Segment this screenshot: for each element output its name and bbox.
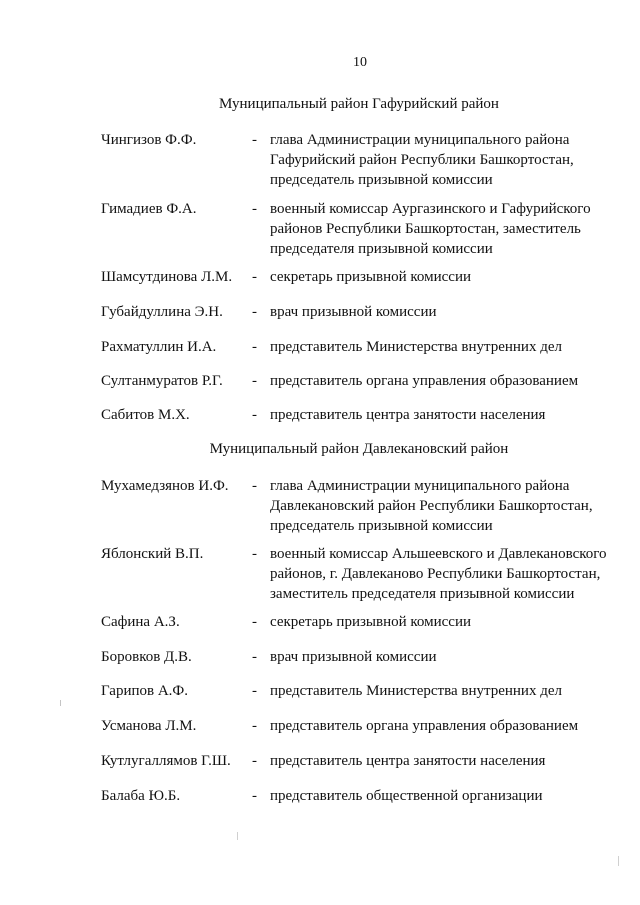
member-name: Кутлугаллямов Г.Ш. (101, 753, 231, 769)
dash: - (252, 407, 257, 423)
dash: - (252, 373, 257, 389)
member-role (270, 337, 615, 357)
dash: - (252, 478, 257, 494)
role-line: председатель призывной комиссии (270, 518, 493, 534)
dash: - (252, 753, 257, 769)
member-role (270, 130, 615, 190)
dash: - (252, 304, 257, 320)
member-name: Губайдуллина Э.Н. (101, 304, 223, 320)
role-line: районов Республики Башкортостан, заместитель (270, 221, 581, 237)
role-line: Гафурийский район Республики Башкортостан, (270, 152, 574, 168)
role-line: представитель Министерства внутренних дел (270, 683, 562, 699)
member-name: Чингизов Ф.Ф. (101, 132, 197, 148)
role-line: представитель органа управления образованием (270, 373, 579, 389)
role-line: представитель общественной организации (270, 788, 543, 804)
role-line: представитель центра занятости населения (270, 753, 546, 769)
member-name: Гарипов А.Ф. (101, 683, 189, 699)
member-name: Сабитов М.Х. (101, 407, 190, 423)
section-title-davlekanovo: Муниципальный район Давлекановский район (209, 441, 509, 457)
dash: - (252, 649, 257, 665)
role-line: глава Администрации муниципального района (270, 132, 570, 148)
dash: - (252, 718, 257, 734)
dash: - (252, 546, 257, 562)
dash: - (252, 269, 257, 285)
dash: - (252, 683, 257, 699)
dash: - (252, 201, 257, 217)
member-role (270, 544, 615, 604)
role-line: заместитель председателя призывной комиссии (270, 586, 575, 602)
member-name: Мухамедзянов И.Ф. (101, 478, 229, 494)
role-line: глава Администрации муниципального района (270, 478, 570, 494)
dash: - (252, 339, 257, 355)
member-role (270, 371, 615, 391)
member-role (270, 647, 615, 667)
role-line: Давлекановский район Республики Башкортостан, (270, 498, 593, 514)
member-role (270, 267, 615, 287)
dash: - (252, 132, 257, 148)
member-name: Султанмуратов Р.Г. (101, 373, 223, 389)
member-role (270, 716, 615, 736)
role-line: врач призывной комиссии (270, 304, 437, 320)
dash: - (252, 788, 257, 804)
role-line: военный комиссар Альшеевского и Давлекановского (270, 546, 607, 562)
member-role (270, 199, 615, 259)
scan-artifact (618, 856, 619, 866)
scan-artifact (60, 700, 61, 706)
role-line: секретарь призывной комиссии (270, 269, 472, 285)
member-role (270, 681, 615, 701)
member-name: Шамсутдинова Л.М. (101, 269, 233, 285)
member-name: Боровков Д.В. (101, 649, 192, 665)
member-name: Гимадиев Ф.А. (101, 201, 197, 217)
role-line: секретарь призывной комиссии (270, 614, 472, 630)
member-name: Балаба Ю.Б. (101, 788, 181, 804)
role-line: представитель органа управления образованием (270, 718, 579, 734)
page-number: 10 (353, 55, 367, 70)
role-line: врач призывной комиссии (270, 649, 437, 665)
role-line: председателя призывной комиссии (270, 241, 493, 257)
scan-artifact (237, 832, 238, 840)
member-role (270, 786, 615, 806)
section-title-gafuri: Муниципальный район Гафурийский район (219, 96, 499, 112)
role-line: районов, г. Давлеканово Республики Башкортостан, (270, 566, 601, 582)
member-role (270, 612, 615, 632)
member-role (270, 302, 615, 322)
member-role (270, 405, 615, 425)
role-line: председатель призывной комиссии (270, 172, 493, 188)
role-line: военный комиссар Аургазинского и Гафурийского (270, 201, 591, 217)
dash: - (252, 614, 257, 630)
role-line: представитель центра занятости населения (270, 407, 546, 423)
member-name: Сафина А.З. (101, 614, 180, 630)
member-name: Усманова Л.М. (101, 718, 197, 734)
member-name: Яблонский В.П. (101, 546, 204, 562)
member-name: Рахматуллин И.А. (101, 339, 217, 355)
member-role (270, 476, 615, 536)
member-role (270, 751, 615, 771)
role-line: представитель Министерства внутренних дел (270, 339, 562, 355)
